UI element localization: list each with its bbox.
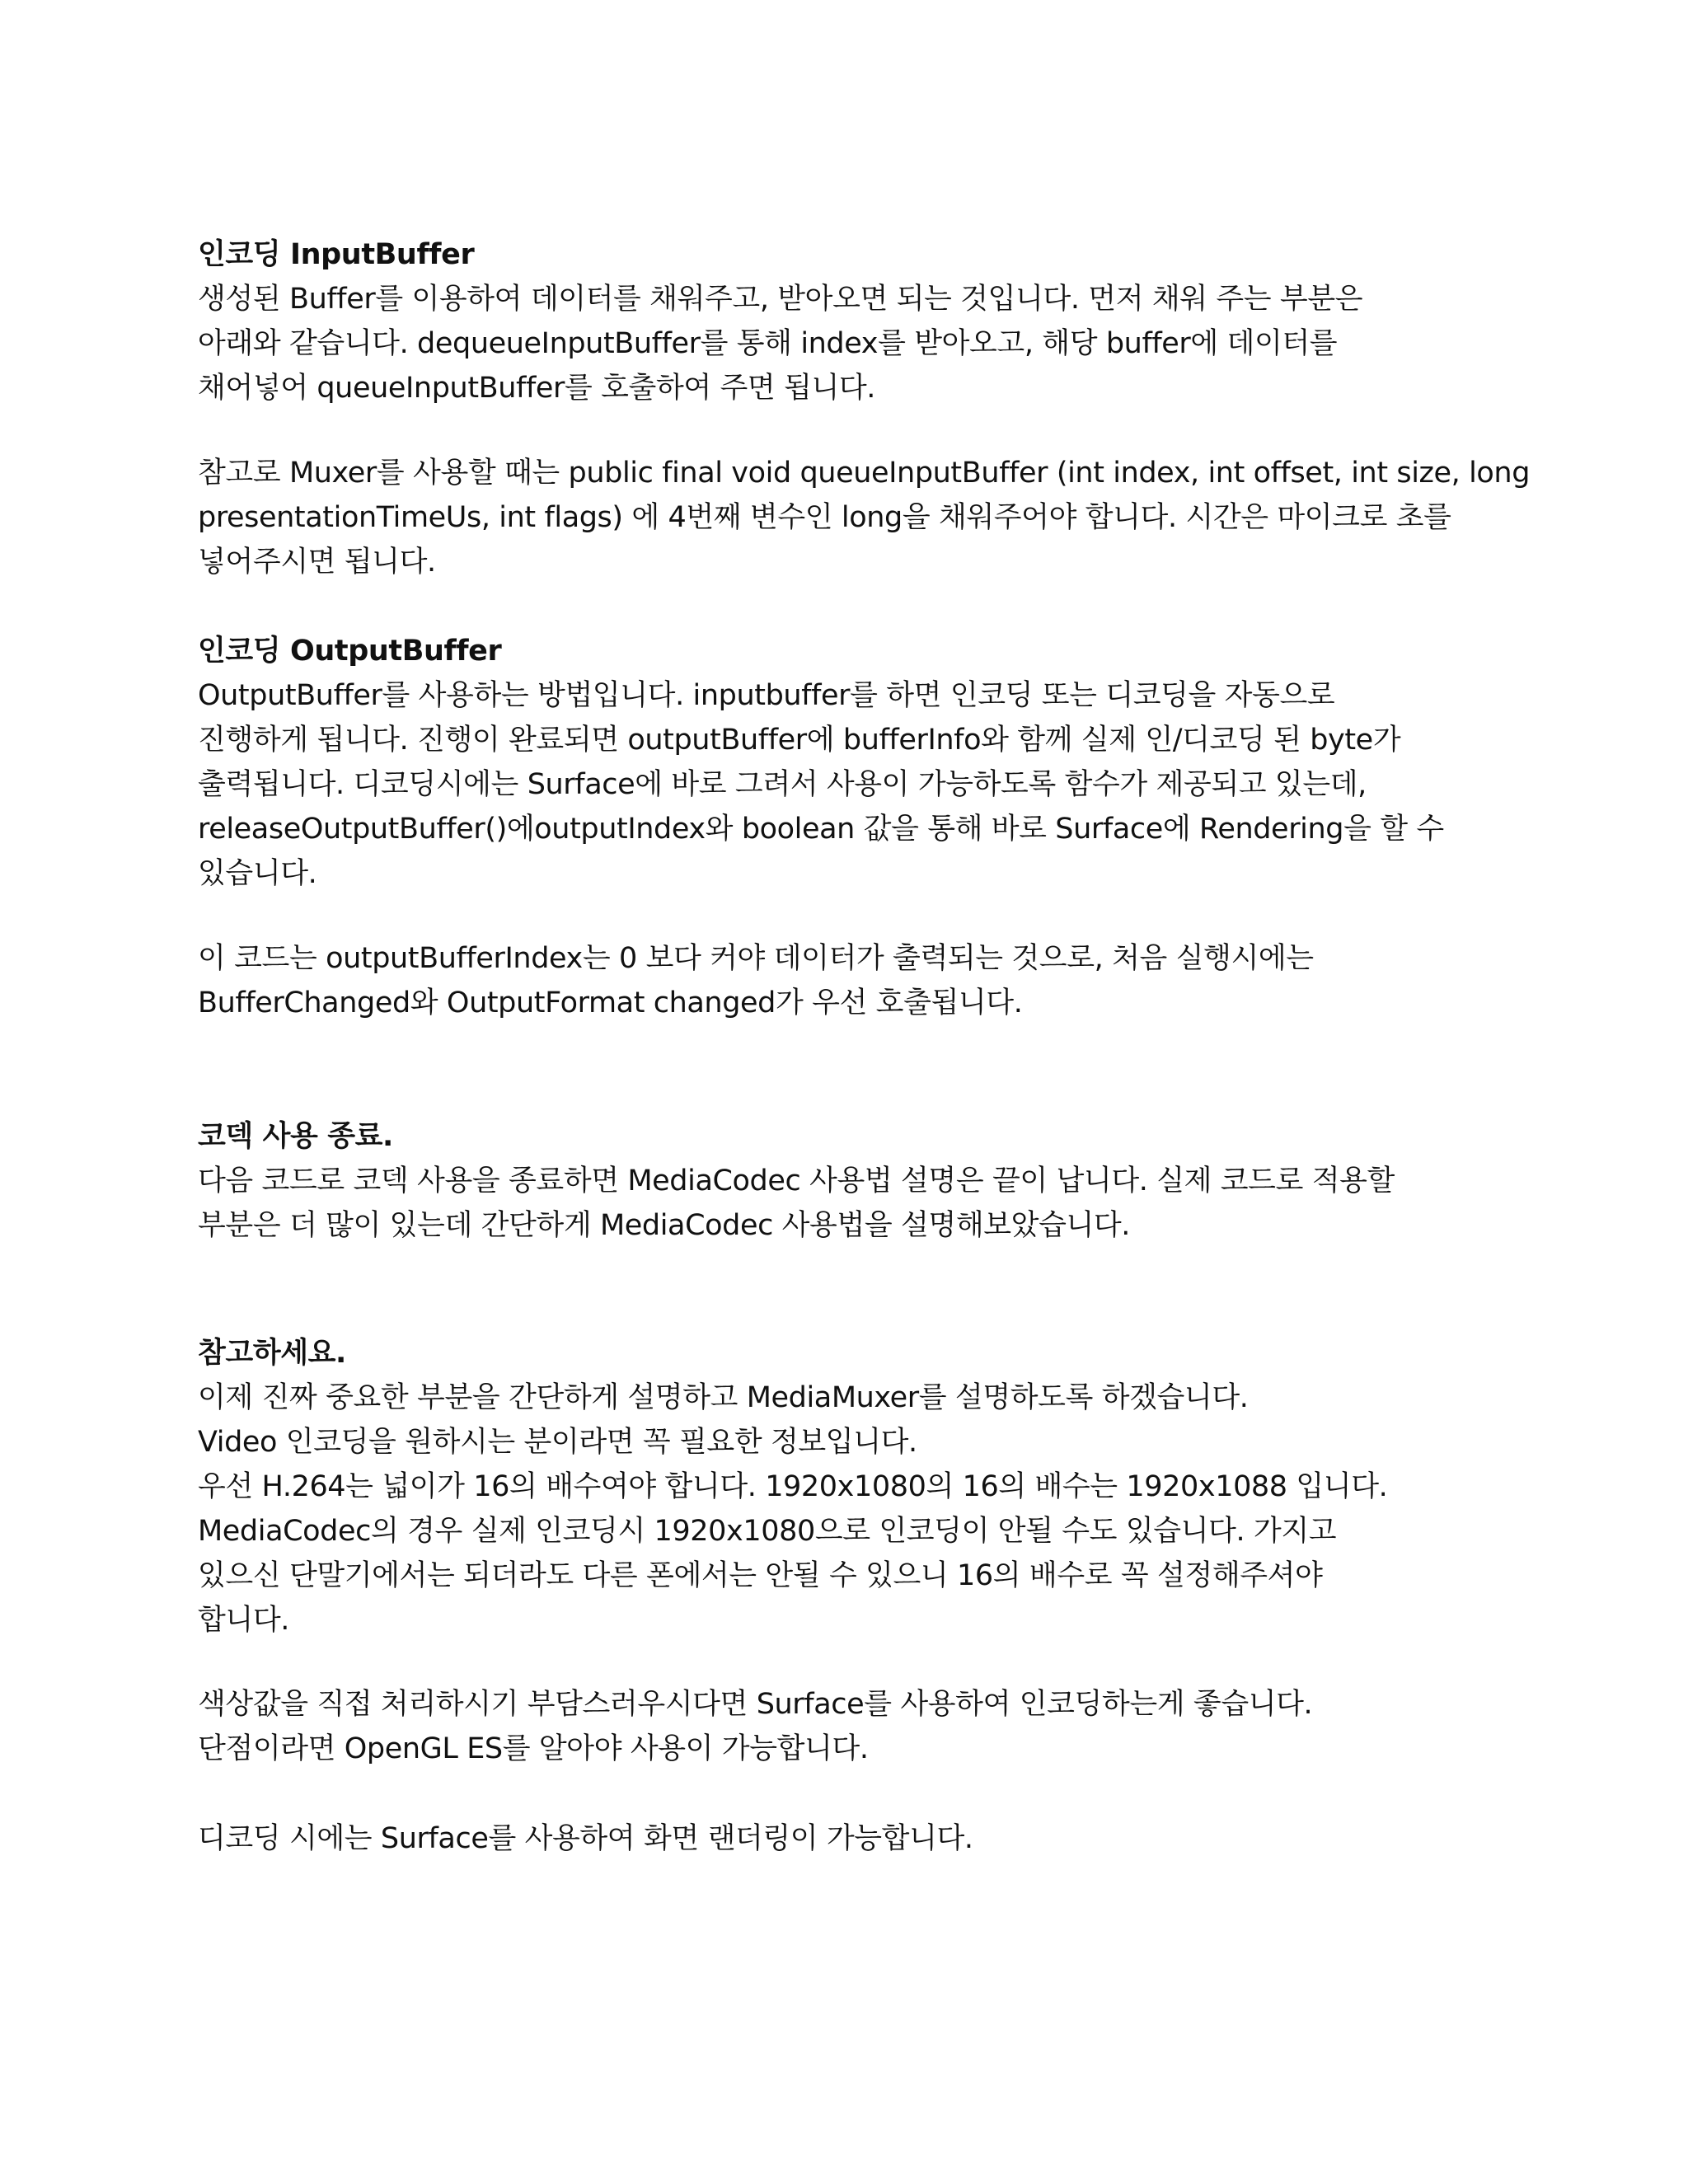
paragraph-surface-decoding xyxy=(198,1816,1500,1861)
section-heading: 코덱 사용 종료. xyxy=(198,1120,393,1153)
paragraph-line: 참고로 Muxer를 사용할 때는 public final void queueInputBuffer (int index, int offset, int size, long xyxy=(198,457,1531,490)
paragraph-line: 넣어주시면 됩니다. xyxy=(198,546,436,579)
paragraph-line: 합니다. xyxy=(198,1604,289,1637)
paragraph-line: 출력됩니다. 디코딩시에는 Surface에 바로 그려서 사용이 가능하도록 함수가 제공되고 있는데, xyxy=(198,768,1367,801)
paragraph-line: 부분은 더 많이 있는데 간단하게 MediaCodec 사용법을 설명해보았습니다. xyxy=(198,1209,1131,1242)
paragraph-line: 이제 진짜 중요한 부분을 간단하게 설명하고 MediaMuxer를 설명하도록 하겠습니다. xyxy=(198,1381,1249,1414)
paragraph-line: 단점이라면 OpenGL ES를 알아야 사용이 가능합니다. xyxy=(198,1732,869,1765)
section-encoding-inputbuffer xyxy=(198,232,1500,410)
section-codec-release xyxy=(198,1114,1500,1248)
paragraph-line: releaseOutputBuffer()에outputIndex와 boolean 값을 통해 바로 Surface에 Rendering을 할 수 xyxy=(198,813,1444,846)
paragraph-line: 아래와 같습니다. dequeueInputBuffer를 통해 index를 받아오고, 해당 buffer에 데이터를 xyxy=(198,327,1338,360)
paragraph-line: 채어넣어 queueInputBuffer를 호출하여 주면 됩니다. xyxy=(198,372,876,405)
paragraph-line: 이 코드는 outputBufferIndex는 0 보다 커야 데이터가 출력되는 것으로, 처음 실행시에는 xyxy=(198,942,1314,975)
paragraph-line: 우선 H.264는 넓이가 16의 배수여야 합니다. 1920x1080의 16의 배수는 1920x1088 입니다. xyxy=(198,1470,1388,1503)
paragraph-line: 다음 코드로 코덱 사용을 종료하면 MediaCodec 사용법 설명은 끝이 납니다. 실제 코드로 적용할 xyxy=(198,1165,1395,1197)
paragraph-line: OutputBuffer를 사용하는 방법입니다. inputbuffer를 하면 인코딩 또는 디코딩을 자동으로 xyxy=(198,679,1335,712)
paragraph-line: 있으신 단말기에서는 되더라도 다른 폰에서는 안될 수 있으니 16의 배수로 꼭 설정해주셔야 xyxy=(198,1559,1323,1592)
paragraph-line: Video 인코딩을 원하시는 분이라면 꼭 필요한 정보입니다. xyxy=(198,1426,917,1459)
section-encoding-outputbuffer xyxy=(198,629,1500,896)
paragraph-line: 생성된 Buffer를 이용하여 데이터를 채워주고, 받아오면 되는 것입니다. 먼저 채워 주는 부분은 xyxy=(198,283,1363,316)
section-heading: 인코딩 InputBuffer xyxy=(198,238,475,271)
paragraph-line: 색상값을 직접 처리하시기 부담스러우시다면 Surface를 사용하여 인코딩하는게 좋습니다. xyxy=(198,1688,1313,1721)
paragraph-line: BufferChanged와 OutputFormat changed가 우선 호출됩니다. xyxy=(198,987,1023,1019)
section-heading: 인코딩 OutputBuffer xyxy=(198,635,502,668)
section-heading: 참고하세요. xyxy=(198,1337,346,1370)
section-notes xyxy=(198,1331,1500,1643)
paragraph-muxer-note xyxy=(198,451,1531,584)
paragraph-surface-encoding xyxy=(198,1682,1500,1771)
paragraph-line: 디코딩 시에는 Surface를 사용하여 화면 랜더링이 가능합니다. xyxy=(198,1822,973,1855)
paragraph-line: 진행하게 됩니다. 진행이 완료되면 outputBuffer에 bufferInfo와 함께 실제 인/디코딩 된 byte가 xyxy=(198,724,1401,757)
paragraph-output-index-note xyxy=(198,936,1500,1025)
paragraph-line: 있습니다. xyxy=(198,857,317,890)
paragraph-line: MediaCodec의 경우 실제 인코딩시 1920x1080으로 인코딩이 안될 수도 있습니다. 가지고 xyxy=(198,1515,1337,1548)
paragraph-line: presentationTimeUs, int flags) 에 4번째 변수인 long을 채워주어야 합니다. 시간은 마이크로 초를 xyxy=(198,501,1451,534)
